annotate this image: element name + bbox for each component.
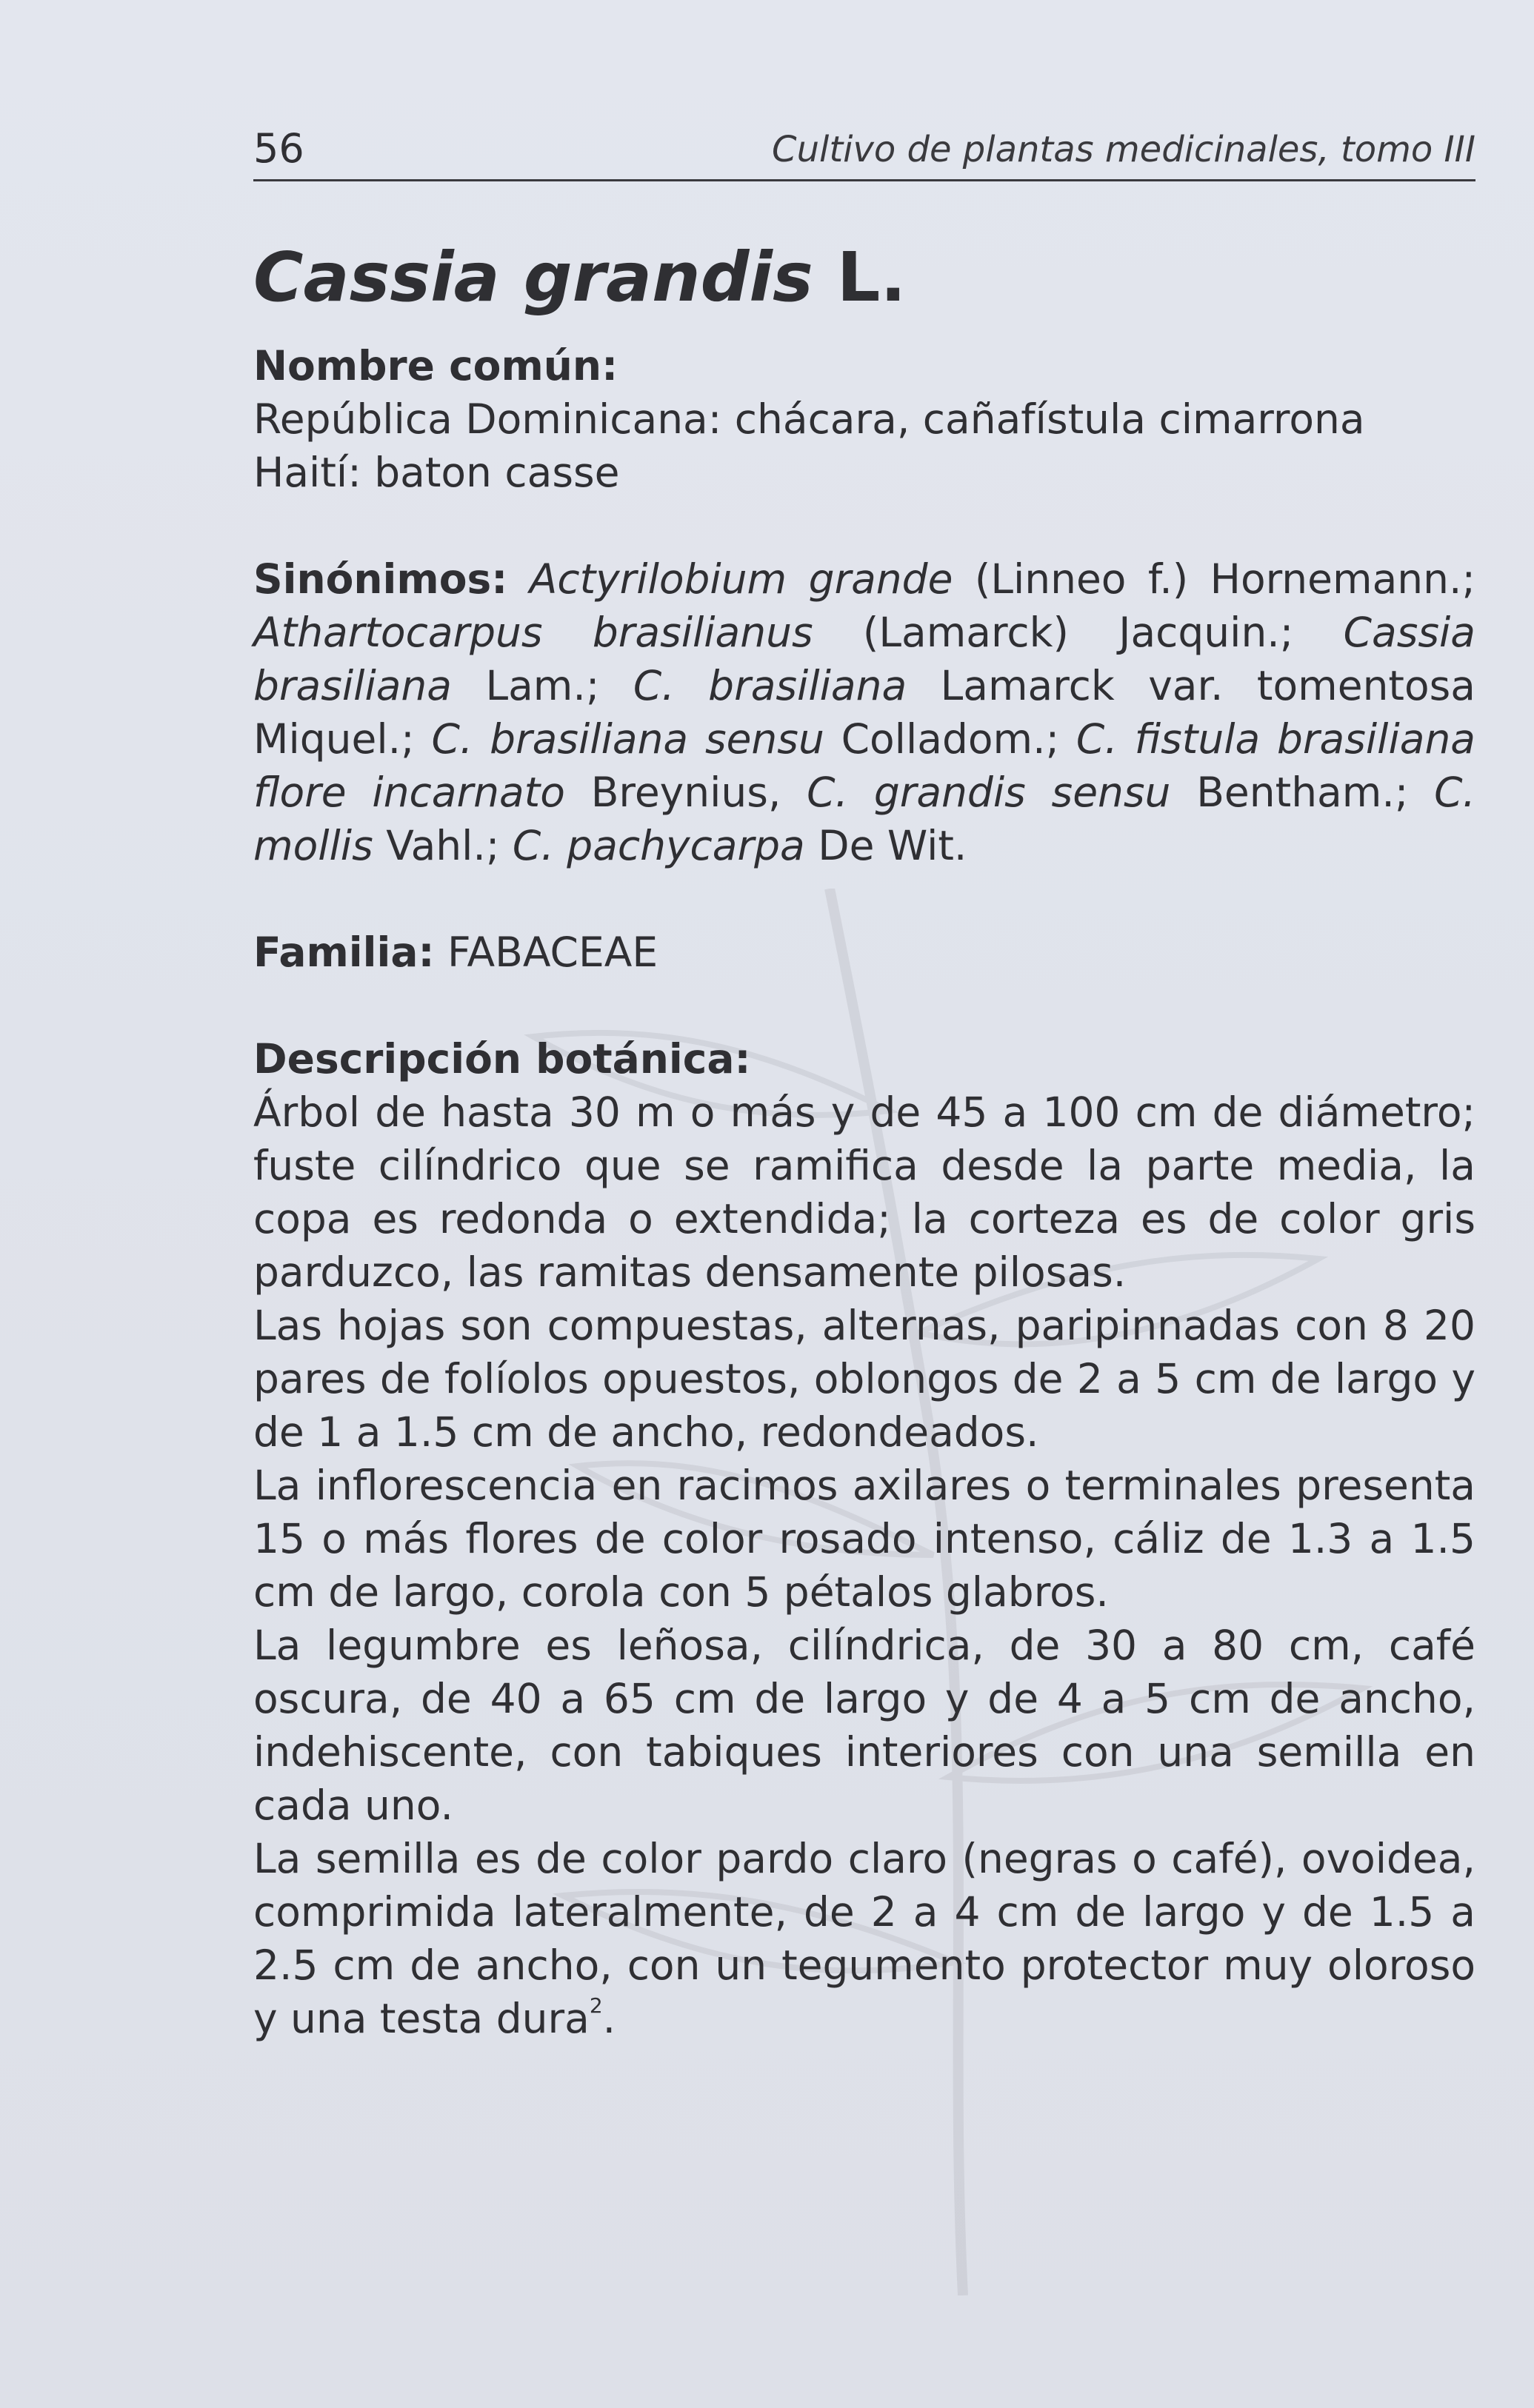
synonym-name: Actyrilobium grande [529,555,953,603]
synonym-author: (Lamarck) Jacquin.; [862,609,1294,656]
page-body [253,237,1475,2045]
common-name-line: Haití: baton casse [253,449,620,496]
page-number: 56 [253,125,304,172]
family-section [253,926,1475,979]
synonym-name: C. mollis [253,769,1476,869]
footnote-ref: 2 [589,1993,603,2018]
synonym-author: (Linneo f.) Hornemann.; [974,555,1476,603]
description-section [253,1032,1475,2045]
description-paragraph: La inflorescencia en racimos axilares o terminales presenta 15 o más flores de color rosado intenso, cáliz de 1.3 a 1.5 cm de largo, corola con 5 pétalos glabros. [253,1462,1475,1616]
species-title [253,237,1475,318]
family-line [253,926,1475,979]
description-paragraph [253,1832,1475,2045]
synonym-name: Cassia brasiliana [253,609,1476,709]
common-name-heading: Nombre común: [253,342,618,389]
synonym-name: C. grandis sensu [807,769,1171,816]
running-title: Cultivo de plantas medicinales, tomo III [772,129,1475,170]
synonym-author: Bentham.; [1196,769,1409,816]
description-last-text: La semilla es de color pardo claro (negras o café), ovoidea, comprimida lateralmente, de 2 a 4 cm de largo y de 1.5 a 2.5 cm de ancho, con un tegumento protector muy oloroso y una testa dura [253,1835,1475,2042]
synonyms-paragraph [253,552,1475,872]
synonym-name: C. pachycarpa [512,822,805,869]
description-heading: Descripción botánica: [253,1035,751,1083]
family-heading: Familia: [253,929,435,976]
description-paragraph: La legumbre es leñosa, cilíndrica, de 30 a 80 cm, café oscura, de 40 a 65 cm de largo y de 4 a 5 cm de ancho, indehiscente, con tabiques interiores con una semilla en cada uno. [253,1622,1475,1829]
synonym-author: Breynius, [590,769,781,816]
synonym-author: De Wit. [818,822,967,869]
family-value: FABACEAE [447,929,658,976]
common-name-section [253,339,1475,499]
synonyms-heading: Sinónimos: [253,555,508,603]
synonym-author: Lamarck var. tomentosa Miquel.; [253,662,1475,763]
synonym-author: Vahl.; [386,822,500,869]
description-paragraph: Árbol de hasta 30 m o más y de 45 a 100 cm de diámetro; fuste cilíndrico que se ramifica desde la parte media, la copa es redonda o extendida; la corteza es de color gris parduzco, las ramitas densamente pilosas. [253,1088,1475,1296]
synonym-name: C. brasiliana [633,662,907,709]
synonyms-section [253,552,1475,872]
synonym-author: Colladom.; [841,715,1060,763]
species-name: Cassia grandis [253,238,813,317]
page-header [253,118,1475,181]
synonym-author: Lam.; [485,662,600,709]
synonym-name: C. brasiliana sensu [431,715,824,763]
description-paragraph: Las hojas son compuestas, alternas, paripinnadas con 8 20 pares de folíolos opuestos, oblongos de 2 a 5 cm de largo y de 1 a 1.5 cm de ancho, redondeados. [253,1302,1475,1456]
species-author: L. [836,238,907,317]
synonym-name: C. fistula brasiliana flore incarnato [253,715,1476,816]
description-last-period: . [602,1995,616,2042]
synonym-name: Athartocarpus brasilianus [253,609,813,656]
common-name-line: República Dominicana: chácara, cañafístula cimarrona [253,395,1365,443]
